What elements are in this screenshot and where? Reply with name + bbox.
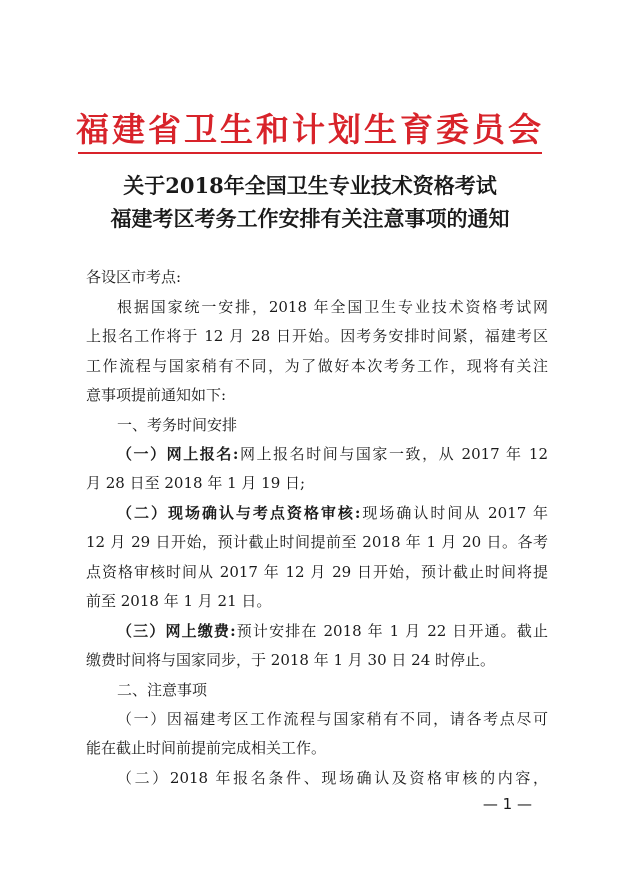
section-2-heading: 二、注意事项 bbox=[117, 681, 208, 699]
intro-line-4: 意事项提前通知如下: bbox=[86, 386, 227, 404]
section-1-item-3-cont: 缴费时间将与国家同步，于 2018 年 1 月 30 日 24 时停止。 bbox=[86, 651, 496, 669]
item-text: 现场确认时间从 2017 年 bbox=[360, 504, 548, 522]
section-2-item-2: （二）2018 年报名条件、现场确认及资格审核的内容， bbox=[117, 769, 548, 787]
intro-line-1: 根据国家统一安排，2018 年全国卫生专业技术资格考试网 bbox=[117, 298, 548, 316]
document-title-line-1: 关于2018年全国卫生专业技术资格考试 bbox=[123, 173, 497, 198]
section-1-item-2 bbox=[117, 502, 548, 523]
section-1-item-3 bbox=[117, 620, 548, 641]
item-label: （二）现场确认与考点资格审核: bbox=[117, 504, 361, 522]
document-title-line-2: 福建考区考务工作安排有关注意事项的通知 bbox=[110, 206, 510, 231]
item-label: （一）网上报名: bbox=[117, 445, 239, 463]
section-1-item-1-cont: 月 28 日至 2018 年 1 月 19 日; bbox=[86, 474, 306, 492]
salutation: 各设区市考点: bbox=[86, 268, 182, 286]
page-number: — 1 — bbox=[482, 795, 532, 813]
red-header-rule bbox=[78, 152, 542, 154]
section-1-item-2-cont-2: 点资格审核时间从 2017 年 12 月 29 日开始，预计截止时间将提 bbox=[86, 563, 548, 581]
item-text: 网上报名时间与国家一致，从 2017 年 12 bbox=[238, 445, 548, 463]
section-2-item-1-cont: 能在截止时间前提前完成相关工作。 bbox=[86, 739, 327, 757]
item-label: （三）网上缴费: bbox=[117, 622, 236, 640]
section-1-heading: 一、考务时间安排 bbox=[117, 416, 238, 434]
item-text: 预计安排在 2018 年 1 月 22 日开通。截止 bbox=[235, 622, 548, 640]
intro-line-3: 工作流程与国家稍有不同，为了做好本次考务工作，现将有关注 bbox=[86, 357, 548, 375]
section-1-item-2-cont-3: 前至 2018 年 1 月 21 日。 bbox=[86, 592, 272, 610]
section-1-item-2-cont-1: 12 月 29 日开始，预计截止时间提前至 2018 年 1 月 20 日。各考 bbox=[86, 533, 548, 551]
section-1-item-1 bbox=[117, 443, 548, 464]
issuing-organization-header: 福建省卫生和计划生育委员会 bbox=[76, 110, 544, 149]
section-2-item-1: （一）因福建考区工作流程与国家稍有不同，请各考点尽可 bbox=[117, 710, 548, 728]
intro-line-2: 上报名工作将于 12 月 28 日开始。因考务安排时间紧，福建考区 bbox=[86, 327, 548, 345]
